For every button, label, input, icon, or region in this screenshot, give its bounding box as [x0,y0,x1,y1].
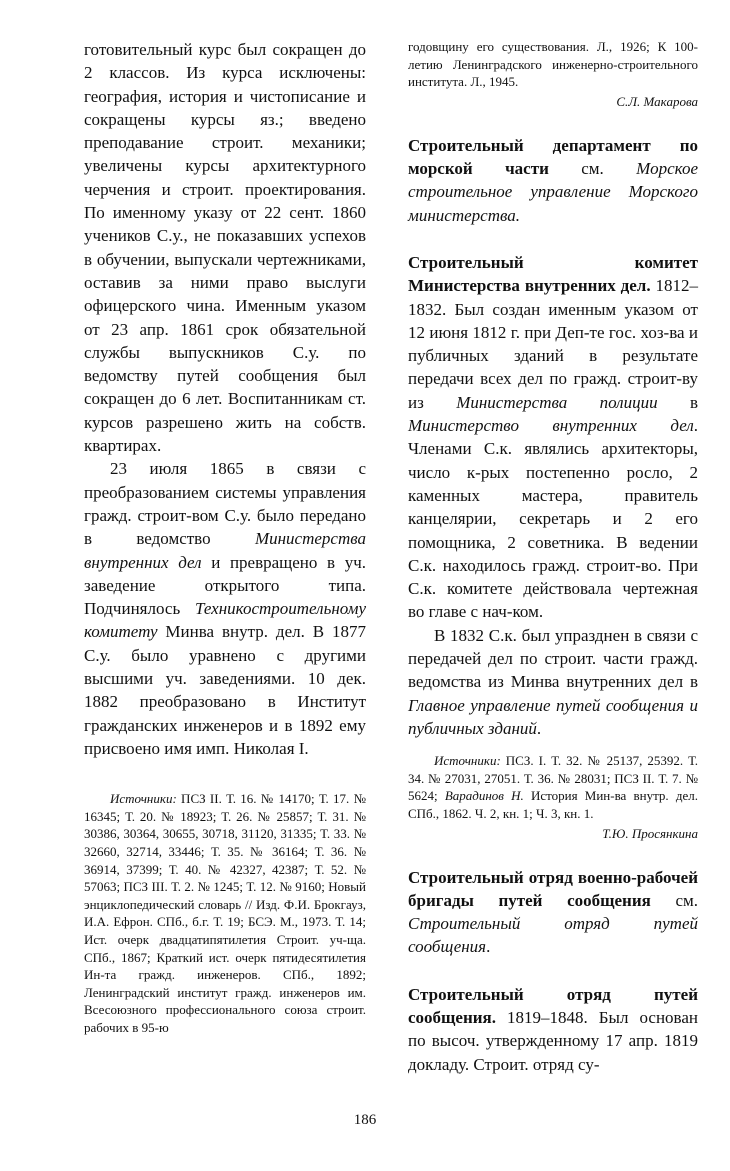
text-span: В 1832 С.к. был упразднен в связи с передачей дел по строит. части гражд. ведомства из Минва внутренних дел в [408,625,698,692]
text-span: 23 июля 1865 в связи с преобразованием системы управления гражд. строит-вом С.у. было передано в ведомство [84,459,366,549]
text-span: История Мин-ва внутр. дел. СПб., 1862. Ч. 2, кн. 1; Ч. 3, кн. 1. [408,788,698,821]
text-span: . Членами С.к. являлись архитекторы, число к-рых постепенно росло, 2 каменных мастера, правитель канцелярии, секретарь и 2 его помощника, 2 советника. В ведении С.к. находилось гражд. строит-во. При С.к. комитете действовала чертежная во главе с нач-ком. [408,416,698,622]
right-sources [408,752,698,822]
left-paragraph-2 [84,457,366,760]
cross-ref-technical-committee[interactable]: Техникостроительному комитету [84,599,366,642]
sources-label: Источники: [434,753,501,769]
text-span: 1819–1848. Был основан по высоч. утвержденному 17 апр. 1819 докладу. Строит. отряд су- [408,1008,698,1074]
text-span: в [657,392,698,412]
text-span: . [486,937,491,957]
entry-construction-detachment [408,983,698,1076]
entry-construction-detachment-brigade [408,866,698,959]
left-column [84,38,366,1037]
left-sources [84,790,366,1036]
right-sources-continued: годовщину его существования. Л., 1926; К 100-летию Ленинградского инженерно-строительного института. Л., 1945. [408,39,698,90]
page-number: 186 [353,1112,377,1128]
sources-label: Источники: [110,791,177,807]
sources-text: ПСЗ II. Т. 16. № 14170; Т. 17. № 16345; Т. 20. № 18923; Т. 26. № 25857; Т. 31. № 30386, 30364, 30655, 30718, 31120, 31335; Т. 33. № 32660, 32714, 33446; Т. 35. № 36164; Т. 36. № 36914, 37399; Т. 40. № 42327, 42387; Т. 52. № 57063; ПСЗ III. Т. 2. № 1245; Т. 12. № 9160; Новый энциклопедический словарь // Изд. Ф.И. Брокгауз, И.А. Ефрон. СПб., б.г. Т. 19; БСЭ. М., 1973. Т. 14; Ист. очерк двадцатипятилетия Строит. уч-ща. СПб., 1867; Краткий ист. очерк пятидесятилетия Ин-та гражд. инженеров. СПб., 1892; Ленинградский институт гражд. инженеров им. Всесоюзного профессионального союза строит. рабочих в 95-ю [84,791,366,1035]
text-span: Минва внутр. дел. В 1877 С.у. было уравнено с другими высшими уч. заведениями. 10 дек. 1882 преобразовано в Институт гражданских инженеров и в 1892 ему присвоено имя имп. Николая I. [84,622,366,758]
cross-ref-ministry-police[interactable]: Министерства полиции [456,392,658,412]
cross-ref-naval-construction[interactable]: Морское строительное управление Морского министерства. [408,159,698,225]
left-paragraph-1: готовительный курс был сокращен до 2 классов. Из курса исключены: география, история и чистописание и сокращены курсы яз.; введено преподавание строит. механики; увеличены курсы архитектурного черчения и строит. проектирования. По именному указу от 22 сент. 1860 учеников С.у., не показавших успехов в обучении, выпускали чертежниками, оставив за ними право выслуги офицерского чина. Именным указом от 23 апр. 1861 срок обязательной службы выпускников С.у. по ведомству путей сообщения был сокращен до 6 лет. Воспитанникам ст. курсов разрешено жить на собств. квартирах. [84,40,366,456]
cross-ref-ministry-interior[interactable]: Министерство внутренних дел [408,416,694,436]
entry-construction-committee-p2 [408,624,698,740]
cross-ref-construction-detachment[interactable]: Строительный отряд путей сообщения [408,914,698,957]
author-signature-1: С.Л. Макарова [616,93,698,109]
text-span: см. [650,890,698,910]
cross-ref-main-directorate[interactable]: Главное управление путей сообщения и публичных зданий [408,695,698,738]
author-signature-2: Т.Ю. Просянкина [602,825,698,841]
entry-heading: Строительный департамент по морской части [408,135,698,179]
text-span: . [536,718,542,738]
entry-construction-committee [408,251,698,624]
author-name: Варадинов Н. [444,788,524,804]
text-span: и превращено в уч. заведение открытого типа. Подчинялось [84,552,367,619]
cross-ref-ministry-interior[interactable]: Министерства внутренних дел [84,529,366,572]
entry-heading: Строительный комитет Министерства внутренних дел. [408,252,698,296]
entry-heading: Строительный отряд путей сообщения. [408,984,698,1028]
entry-construction-department [408,134,698,227]
text-span: ПСЗ. I. Т. 32. № 25137, 25392. Т. 34. № 27031, 27051. Т. 36. № 28031; ПСЗ II. Т. 7. № 5624; [408,753,698,804]
right-column [408,38,698,1076]
entry-heading: Строительный отряд военно-рабочей бригады путей сообщения [408,867,698,910]
text-span: см. [548,159,637,179]
text-span: 1812–1832. Был создан именным указом от 12 июня 1812 г. при Деп-те гос. хоз-ва и публичных зданий в результате передачи всех дел по гражд. строит-ву из [408,276,698,412]
